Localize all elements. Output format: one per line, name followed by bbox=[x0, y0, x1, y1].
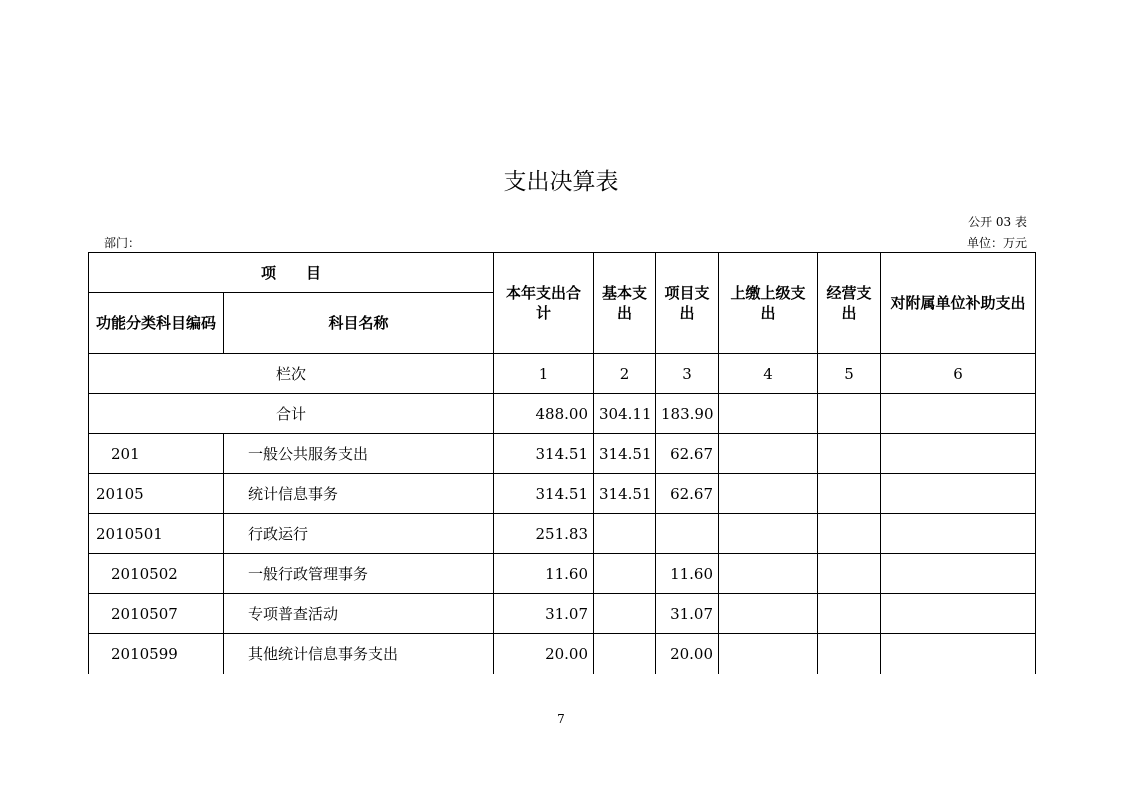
row-subsidy bbox=[881, 514, 1036, 554]
row-name: 行政运行 bbox=[224, 514, 494, 554]
row-operate bbox=[818, 514, 881, 554]
row-subsidy bbox=[881, 594, 1036, 634]
row-upper bbox=[719, 594, 818, 634]
table-row bbox=[89, 554, 1036, 594]
row-total: 31.07 bbox=[494, 594, 594, 634]
column-number: 5 bbox=[818, 354, 881, 394]
row-operate bbox=[818, 474, 881, 514]
row-upper bbox=[719, 514, 818, 554]
row-basic bbox=[594, 594, 656, 634]
row-subsidy bbox=[881, 474, 1036, 514]
row-name: 一般公共服务支出 bbox=[224, 434, 494, 474]
column-row-label: 栏次 bbox=[89, 354, 494, 394]
header-subsidy: 对附属单位补助支出 bbox=[881, 253, 1036, 354]
table-row bbox=[89, 594, 1036, 634]
total-amount: 488.00 bbox=[494, 394, 594, 434]
header-operate: 经营支出 bbox=[818, 253, 881, 354]
row-upper bbox=[719, 474, 818, 514]
header-total: 本年支出合计 bbox=[494, 253, 594, 354]
row-upper bbox=[719, 554, 818, 594]
row-upper bbox=[719, 434, 818, 474]
total-basic: 304.11 bbox=[594, 394, 656, 434]
total-operate bbox=[818, 394, 881, 434]
table-row bbox=[89, 474, 1036, 514]
row-code: 2010501 bbox=[89, 514, 224, 554]
header-code: 功能分类科目编码 bbox=[89, 293, 224, 354]
row-basic: 314.51 bbox=[594, 474, 656, 514]
table-row bbox=[89, 634, 1036, 674]
row-item bbox=[656, 514, 719, 554]
unit-label: 单位：万元 bbox=[966, 236, 1027, 250]
page-title: 支出决算表 bbox=[503, 169, 619, 195]
row-subsidy bbox=[881, 634, 1036, 674]
row-operate bbox=[818, 554, 881, 594]
total-row bbox=[89, 394, 1036, 434]
department-label: 部门： bbox=[104, 236, 141, 250]
header-upper: 上缴上级支出 bbox=[719, 253, 818, 354]
column-number: 2 bbox=[594, 354, 656, 394]
row-name: 其他统计信息事务支出 bbox=[224, 634, 494, 674]
row-basic: 314.51 bbox=[594, 434, 656, 474]
row-name: 一般行政管理事务 bbox=[224, 554, 494, 594]
row-basic bbox=[594, 554, 656, 594]
row-basic bbox=[594, 514, 656, 554]
total-label: 合计 bbox=[89, 394, 494, 434]
row-operate bbox=[818, 434, 881, 474]
row-upper bbox=[719, 634, 818, 674]
total-item: 183.90 bbox=[656, 394, 719, 434]
row-subsidy bbox=[881, 554, 1036, 594]
row-name: 统计信息事务 bbox=[224, 474, 494, 514]
row-total: 314.51 bbox=[494, 474, 594, 514]
row-total: 20.00 bbox=[494, 634, 594, 674]
expenditure-table bbox=[88, 252, 1036, 674]
page-number: 7 bbox=[557, 712, 565, 726]
column-number-row bbox=[89, 354, 1036, 394]
table-row bbox=[89, 514, 1036, 554]
header-basic: 基本支出 bbox=[594, 253, 656, 354]
row-total: 314.51 bbox=[494, 434, 594, 474]
header-row-1 bbox=[89, 253, 1036, 293]
row-item: 62.67 bbox=[656, 434, 719, 474]
row-item: 62.67 bbox=[656, 474, 719, 514]
row-operate bbox=[818, 594, 881, 634]
row-item: 31.07 bbox=[656, 594, 719, 634]
header-project: 项 目 bbox=[89, 253, 494, 293]
row-total: 11.60 bbox=[494, 554, 594, 594]
column-number: 1 bbox=[494, 354, 594, 394]
total-upper bbox=[719, 394, 818, 434]
row-basic bbox=[594, 634, 656, 674]
row-code: 2010599 bbox=[89, 634, 224, 674]
row-code: 201 bbox=[89, 434, 224, 474]
form-number: 公开 03 表 bbox=[968, 215, 1027, 229]
table-row bbox=[89, 434, 1036, 474]
row-operate bbox=[818, 634, 881, 674]
row-total: 251.83 bbox=[494, 514, 594, 554]
column-number: 6 bbox=[881, 354, 1036, 394]
row-code: 20105 bbox=[89, 474, 224, 514]
row-item: 20.00 bbox=[656, 634, 719, 674]
column-number: 3 bbox=[656, 354, 719, 394]
total-subsidy bbox=[881, 394, 1036, 434]
column-number: 4 bbox=[719, 354, 818, 394]
row-name: 专项普查活动 bbox=[224, 594, 494, 634]
row-item: 11.60 bbox=[656, 554, 719, 594]
row-subsidy bbox=[881, 434, 1036, 474]
row-code: 2010507 bbox=[89, 594, 224, 634]
header-item: 项目支出 bbox=[656, 253, 719, 354]
row-code: 2010502 bbox=[89, 554, 224, 594]
header-name: 科目名称 bbox=[224, 293, 494, 354]
